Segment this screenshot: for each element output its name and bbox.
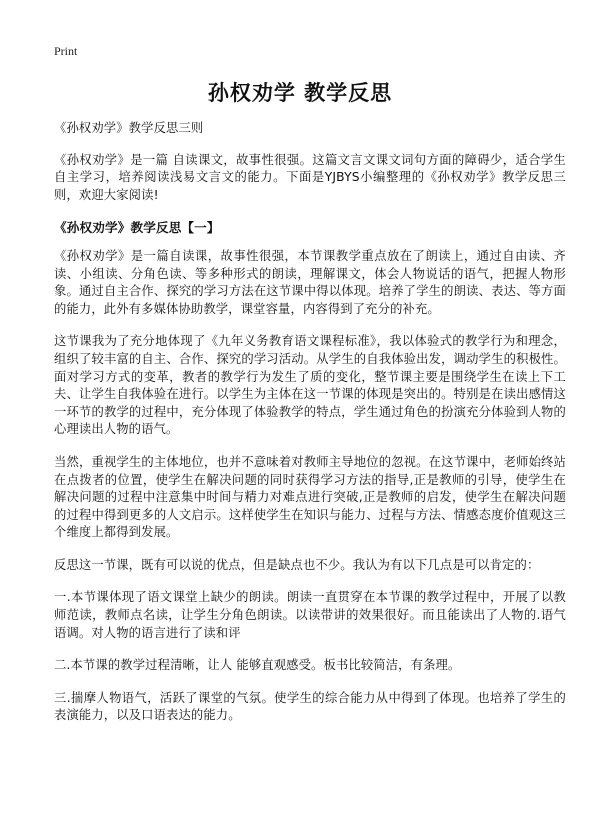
document-title: 孙权劝学 教学反思	[207, 81, 393, 105]
body-paragraph-4: 反思这一节课，既有可以说的优点，但是缺点也不少。我认为有以下几点是可以肯定的：	[54, 557, 540, 572]
body-paragraph-6: 二.本节课的教学过程清晰，让人 能够直观感受。板书比较简洁，有条理。	[54, 658, 461, 673]
section-heading: 《孙权劝学》教学反思【一】	[54, 220, 220, 236]
body-paragraph-1: 《孙权劝学》是一篇自读课，故事性很强，本节课教学重点放在了朗读上，通过自由读、齐读、小组读、分角色读、等多种形式的朗读，理解课文，体会人物说话的语气，把握人物形象。通过自主合作、探究的学习方法在这节课中得以体现。培养了学生的朗读、表达、等方面的能力，此外有多媒体协助教学，课堂容量，内容得到了充分的补充。	[54, 248, 566, 316]
print-label: Print	[54, 44, 78, 58]
body-paragraph-3: 当然，重视学生的主体地位，也并不意味着对教师主导地位的忽视。在这节课中，老师始终站在点拨者的位置，使学生在解决问题的同时获得学习方法的指导,正是教师的引导，使学生在解决问题的过程中注意集中时间与精力对难点进行突破,正是教师的启发，使学生在解决问题的过程中得到更多的人文启示。这样使学生在知识与能力、过程与方法、情感态度价值观这三个维度上都得到发展。	[54, 454, 566, 540]
body-paragraph-2: 这节课我为了充分地体现了《九年义务教育语文课程标准》，我以体验式的教学行为和理念，组织了较丰富的自主、合作、探究的学习活动。从学生的自我体验出发，调动学生的积极性。面对学习方式的变革，教者的教学行为发生了质的变化，整节课主要是围绕学生在读上下工夫、让学生自我体验在进行。以学生为主体在这一节课的体现是突出的。特别是在读出感情这一环节的教学的过程中，充分体现了体验教学的特点，学生通过角色的扮演充分体验到人物的心理读出人物的语气。	[54, 334, 566, 437]
body-paragraph-7: 三.揣摩人物语气，活跃了课堂的气氛。使学生的综合能力从中得到了体现。也培养了学生的表演能力，以及口语表达的能力。	[54, 690, 566, 723]
intro-paragraph: 《孙权劝学》是一篇 自读课文，故事性很强。这篇文言文课文词句方面的障碍少，适合学生自主学习，培养阅读浅易文言文的能力。下面是YJBYS小编整理的《孙权劝学》教学反思三则，欢迎大家阅读!	[54, 152, 566, 202]
document-subtitle: 《孙权劝学》教学反思三则	[54, 121, 204, 135]
document-content	[54, 120, 566, 740]
body-paragraph-5: 一.本节课体现了语文课堂上缺少的朗读。朗读一直贯穿在本节课的教学过程中，开展了以教师范读，教师点名读，让学生分角色朗读。以读带讲的效果很好。而且能读出了人物的.语气语调。对人物的语言进行了读和评	[54, 590, 566, 640]
